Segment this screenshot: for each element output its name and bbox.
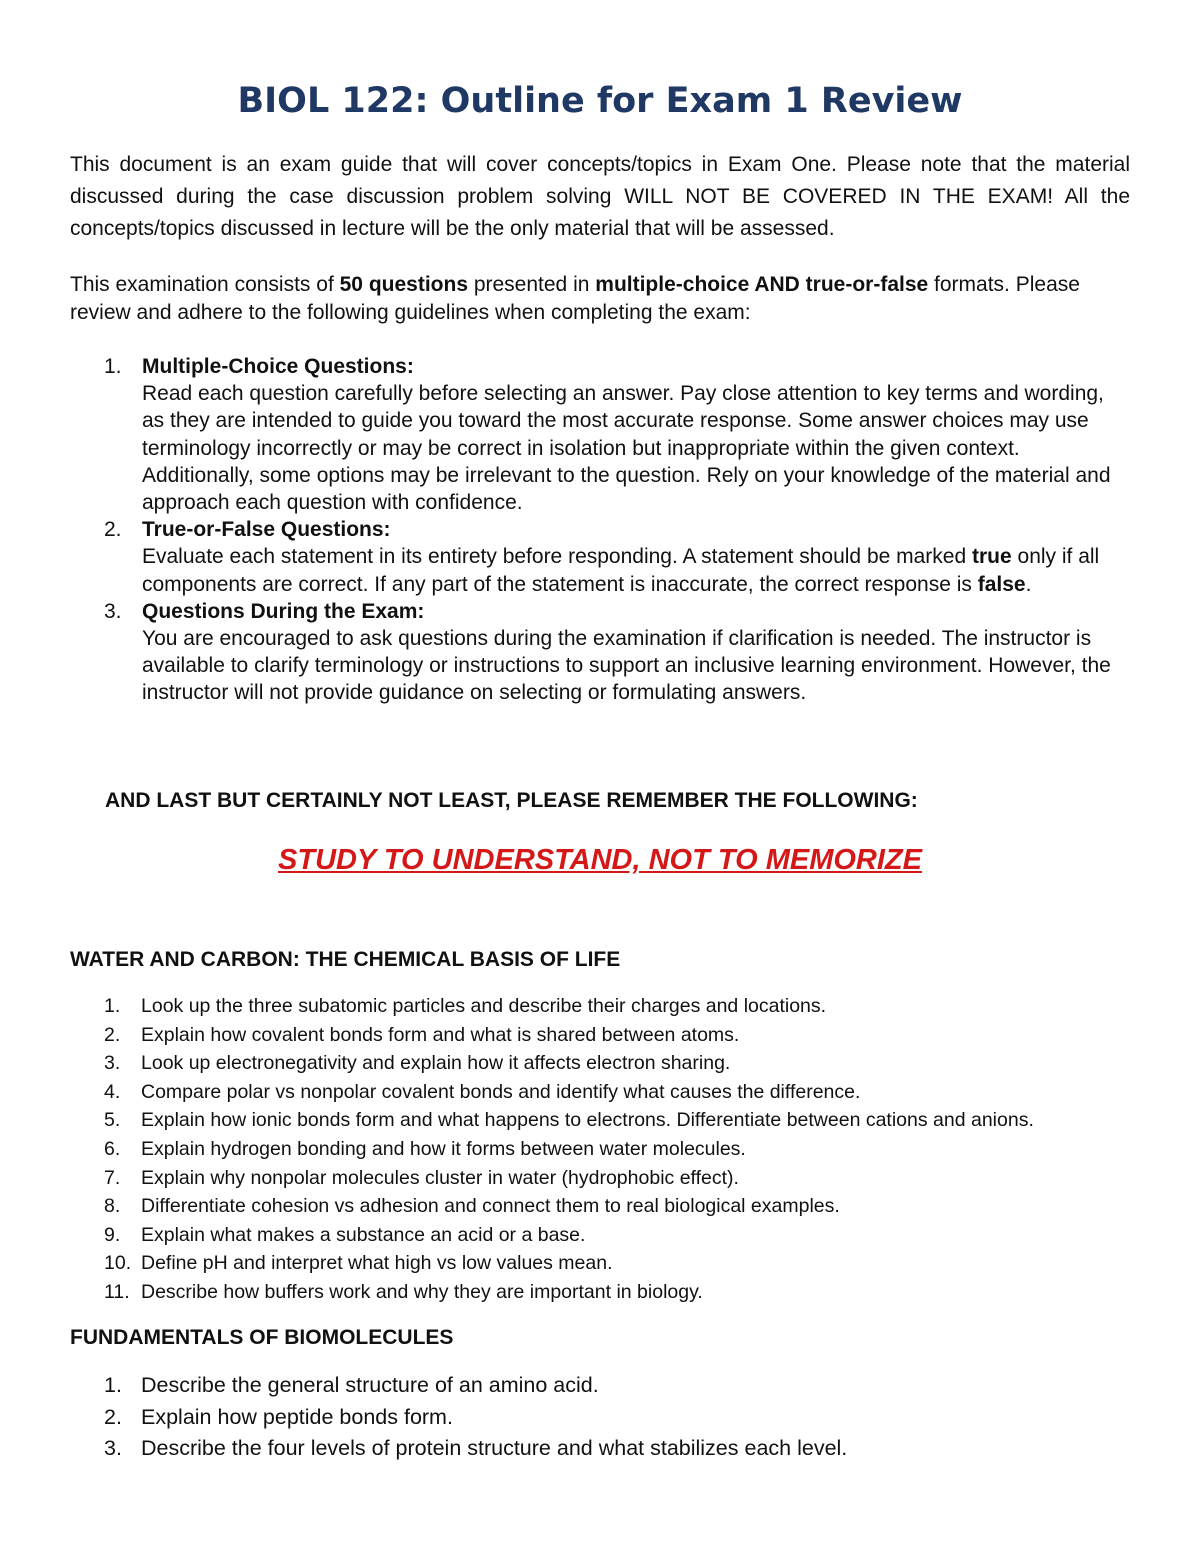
list-item (70, 1370, 1150, 1402)
false-keyword: false (977, 572, 1026, 596)
exam-info-text-1: This examination consists of (70, 273, 340, 296)
item-text: Describe the general structure of an amino acid. (141, 1373, 599, 1397)
guideline-text-part: Evaluate each statement in its entirety before responding. A statement should be marked (142, 545, 972, 569)
guidelines-list (70, 353, 1130, 707)
item-number: 10. (104, 1252, 132, 1275)
water-carbon-topic-list (70, 992, 1150, 1307)
list-item (70, 1164, 1150, 1193)
guideline-number: 2. (104, 518, 122, 542)
item-text: Differentiate cohesion vs adhesion and connect them to real biological examples. (141, 1195, 840, 1218)
list-item (70, 1078, 1150, 1107)
exam-info-paragraph (70, 271, 1130, 327)
reminder-heading: AND LAST BUT CERTAINLY NOT LEAST, PLEASE REMEMBER THE FOLLOWING: (105, 789, 918, 812)
guideline-text: Read each question carefully before selecting an answer. Pay close attention to key terms and wording, as they are intended to guide you toward the most accurate response. Some answer choices may use terminology incorrectly or may be correct in isolation but inappropriate within the given context. Additionally, some options may be irrelevant to the question. Rely on your knowledge of the material and approach each question with confidence. (142, 382, 1111, 515)
guideline-item (70, 353, 1130, 516)
item-number: 9. (104, 1223, 121, 1246)
item-text: Look up the three subatomic particles and describe their charges and locations. (141, 995, 827, 1017)
section-title-water-carbon: WATER AND CARBON: THE CHEMICAL BASIS OF LIFE (70, 948, 621, 971)
guideline-heading: True-or-False Questions: (142, 518, 391, 542)
true-keyword: true (972, 545, 1012, 569)
guideline-number: 1. (104, 355, 122, 378)
guideline-heading: Questions During the Exam: (142, 599, 425, 623)
list-item (70, 1278, 1150, 1307)
list-item (70, 1021, 1150, 1050)
item-number: 11. (104, 1280, 130, 1303)
item-number: 8. (104, 1195, 121, 1218)
item-number: 6. (104, 1137, 121, 1160)
item-number: 1. (104, 995, 121, 1017)
item-number: 2. (104, 1404, 122, 1429)
list-item (70, 1402, 1150, 1434)
question-formats: multiple-choice AND true-or-false (595, 273, 929, 296)
list-item (70, 1221, 1150, 1250)
item-text: Describe how buffers work and why they are important in biology. (141, 1280, 703, 1303)
exam-info-text-2: presented in (468, 273, 596, 296)
item-text: Explain what makes a substance an acid or a base. (141, 1223, 586, 1246)
section-title-biomolecules: FUNDAMENTALS OF BIOMOLECULES (70, 1326, 454, 1349)
item-text: Explain how peptide bonds form. (141, 1404, 453, 1429)
guideline-heading: Multiple-Choice Questions: (142, 355, 414, 378)
item-text: Explain why nonpolar molecules cluster in water (hydrophobic effect). (141, 1166, 739, 1189)
list-item (70, 1249, 1150, 1278)
list-item (70, 1135, 1150, 1164)
list-item (70, 1192, 1150, 1221)
list-item (70, 1106, 1150, 1135)
item-number: 3. (104, 1436, 122, 1460)
item-text: Define pH and interpret what high vs low values mean. (141, 1252, 613, 1275)
item-text: Look up electronegativity and explain how it affects electron sharing. (141, 1052, 731, 1075)
item-number: 2. (104, 1023, 121, 1046)
guideline-text-part: only if all components are correct. If any part of the statement is inaccurate, the correct response is (142, 545, 1100, 596)
item-text: Explain how ionic bonds form and what happens to electrons. Differentiate between cations and anions. (141, 1109, 1034, 1132)
item-number: 3. (104, 1052, 121, 1075)
list-item (70, 1433, 1150, 1465)
item-number: 7. (104, 1166, 121, 1189)
biomolecules-topic-list (70, 1370, 1150, 1465)
item-text: Compare polar vs nonpolar covalent bonds and identify what causes the difference. (141, 1080, 861, 1103)
study-motto: STUDY TO UNDERSTAND, NOT TO MEMORIZE (278, 844, 922, 876)
guideline-number: 3. (104, 599, 122, 623)
item-number: 5. (104, 1109, 121, 1132)
exam-info-text-3: formats. Please review and adhere to the following guidelines when completing the exam: (70, 273, 1080, 324)
item-text: Explain hydrogen bonding and how it forms between water molecules. (141, 1137, 746, 1160)
question-count: 50 questions (339, 273, 468, 296)
item-text: Explain how covalent bonds form and what is shared between atoms. (141, 1023, 740, 1046)
intro-paragraph: This document is an exam guide that will cover concepts/topics in Exam One. Please note that the material discussed during the case discussion problem solving WILL NOT BE COVERED IN THE EXAM! All the concepts/topics discussed in lecture will be the only material that will be assessed. (70, 153, 1130, 240)
guideline-text (142, 545, 1099, 595)
item-number: 4. (104, 1080, 121, 1103)
guideline-text-part: . (1025, 572, 1032, 596)
document-title: BIOL 122: Outline for Exam 1 Review (237, 81, 963, 121)
item-text: Describe the four levels of protein structure and what stabilizes each level. (141, 1436, 848, 1460)
guideline-item (70, 598, 1130, 707)
list-item (70, 992, 1150, 1021)
item-number: 1. (104, 1373, 122, 1397)
list-item (70, 1049, 1150, 1078)
guideline-text: You are encouraged to ask questions during the examination if clarification is needed. The instructor is available to clarify terminology or instructions to support an inclusive learning environment. However, the instructor will not provide guidance on selecting or formulating answers. (142, 627, 1111, 705)
guideline-item (70, 516, 1130, 598)
